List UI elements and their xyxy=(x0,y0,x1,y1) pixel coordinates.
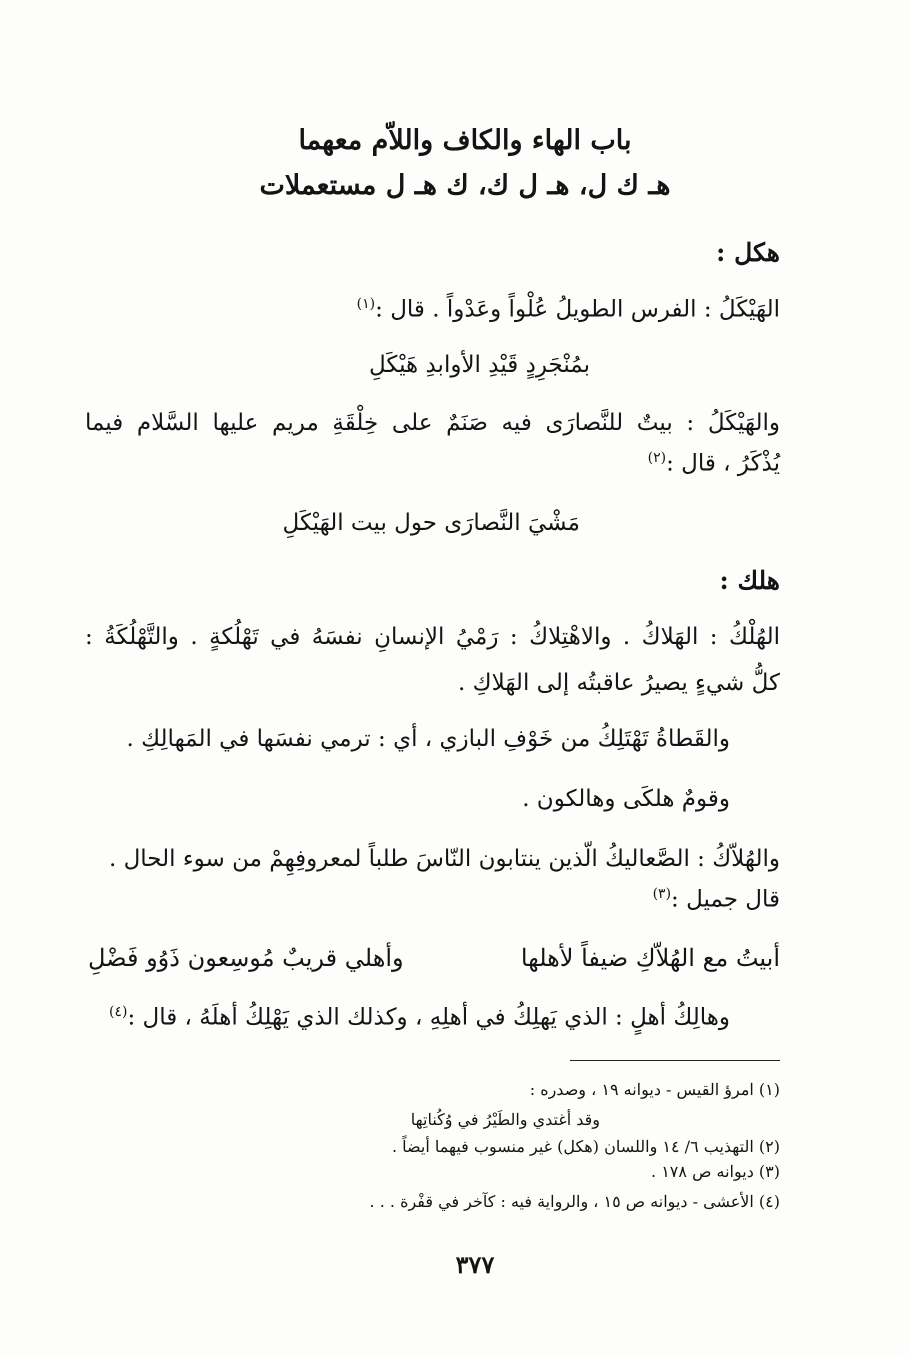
footnote-4: (٤) الأعشى - ديوانه ص ١٥ ، والرواية فيه : كآخر في قفْرة . . . xyxy=(369,1192,780,1211)
entry-line: الهَيْكَلُ : الفرس الطويلُ عُلْواً وعَدْواً . قال :$^{(١)}$ xyxy=(356,296,780,323)
verse-hemistich-2: وأهلي قريبٌ مُوسِعون ذَوُو فَضْلِ xyxy=(88,944,404,972)
entry-line: يُذْكَرُ ، قال :$^{(٢)}$ xyxy=(647,450,780,477)
chapter-title: باب الهاء والكاف واللاّم معهما xyxy=(298,125,632,156)
verse-line: بمُنْجَرِدٍ قَيْدِ الأوابدِ هَيْكَلِ xyxy=(368,352,590,378)
page-number: ٣٧٧ xyxy=(455,1250,495,1279)
section-heading-hlk: هلك : xyxy=(719,566,780,595)
footnote-ref: (٣) xyxy=(652,886,672,902)
entry-line: وهالِكُ أهلٍ : الذي يَهلِكُ في أهلِهِ ، وكذلك الذي يَهْلِكُ أهلَهُ ، قال :$^{(٤)}$ xyxy=(108,1004,730,1031)
entry-line: والقَطاةُ تَهْتَلِكُ من خَوْفِ البازي ، أي : ترمي نفسَها في المَهالِكِ . xyxy=(126,726,730,752)
footnote-ref: (١) xyxy=(356,296,376,312)
footnote-1: (١) امرؤ القيس - ديوانه ١٩ ، وصدره : xyxy=(529,1080,780,1099)
chapter-subtitle: هـ ك ل، هـ ل ك، ك هـ ل مستعملات xyxy=(259,170,671,201)
footnote-2: (٢) التهذيب ٦/ ١٤ واللسان (هكل) غير منسوب فيهما أيضاً . xyxy=(391,1137,780,1156)
verse-hemistich-1: أبيتُ مع الهُلاّكِ ضيفاً لأهلها xyxy=(520,944,780,972)
footnote-1-verse: وقد أغتدي والطَيْرُ في وُكُناتِها xyxy=(410,1110,600,1129)
entry-line: الهُلْكُ : الهَلاكُ . والاهْتِلاكُ : رَمْيُ الإنسانِ نفسَهُ في تَهْلُكةٍ . والتَّهْلُكَةُ : xyxy=(85,624,780,650)
entry-line: وقومٌ هلكَى وهالكون . xyxy=(522,786,730,812)
entry-line: قال جميل :$^{(٣)}$ xyxy=(652,886,780,913)
verse-line: مَشْيَ النَّصارَى حول بيت الهَيْكَلِ xyxy=(282,510,580,536)
section-heading-hkl: هكل : xyxy=(716,238,780,267)
footnote-ref: (٤) xyxy=(108,1004,128,1020)
footnote-ref: (٢) xyxy=(647,450,667,466)
entry-line: كلُّ شيءٍ يصيرُ عاقبتُه إلى الهَلاكِ . xyxy=(458,670,780,696)
entry-line: والهَيْكَلُ : بيتٌ للنَّصارَى فيه صَنَمٌ على خِلْقَةِ مريم عليها السَّلام فيما xyxy=(85,410,780,436)
footnote-separator xyxy=(570,1060,780,1061)
footnote-3: (٣) ديوانه ص ١٧٨ . xyxy=(651,1162,780,1181)
entry-line: والهُلاّكُ : الصَّعاليكُ الّذين ينتابون النّاسَ طلباً لمعروفِهِمْ من سوء الحال . xyxy=(108,846,780,872)
